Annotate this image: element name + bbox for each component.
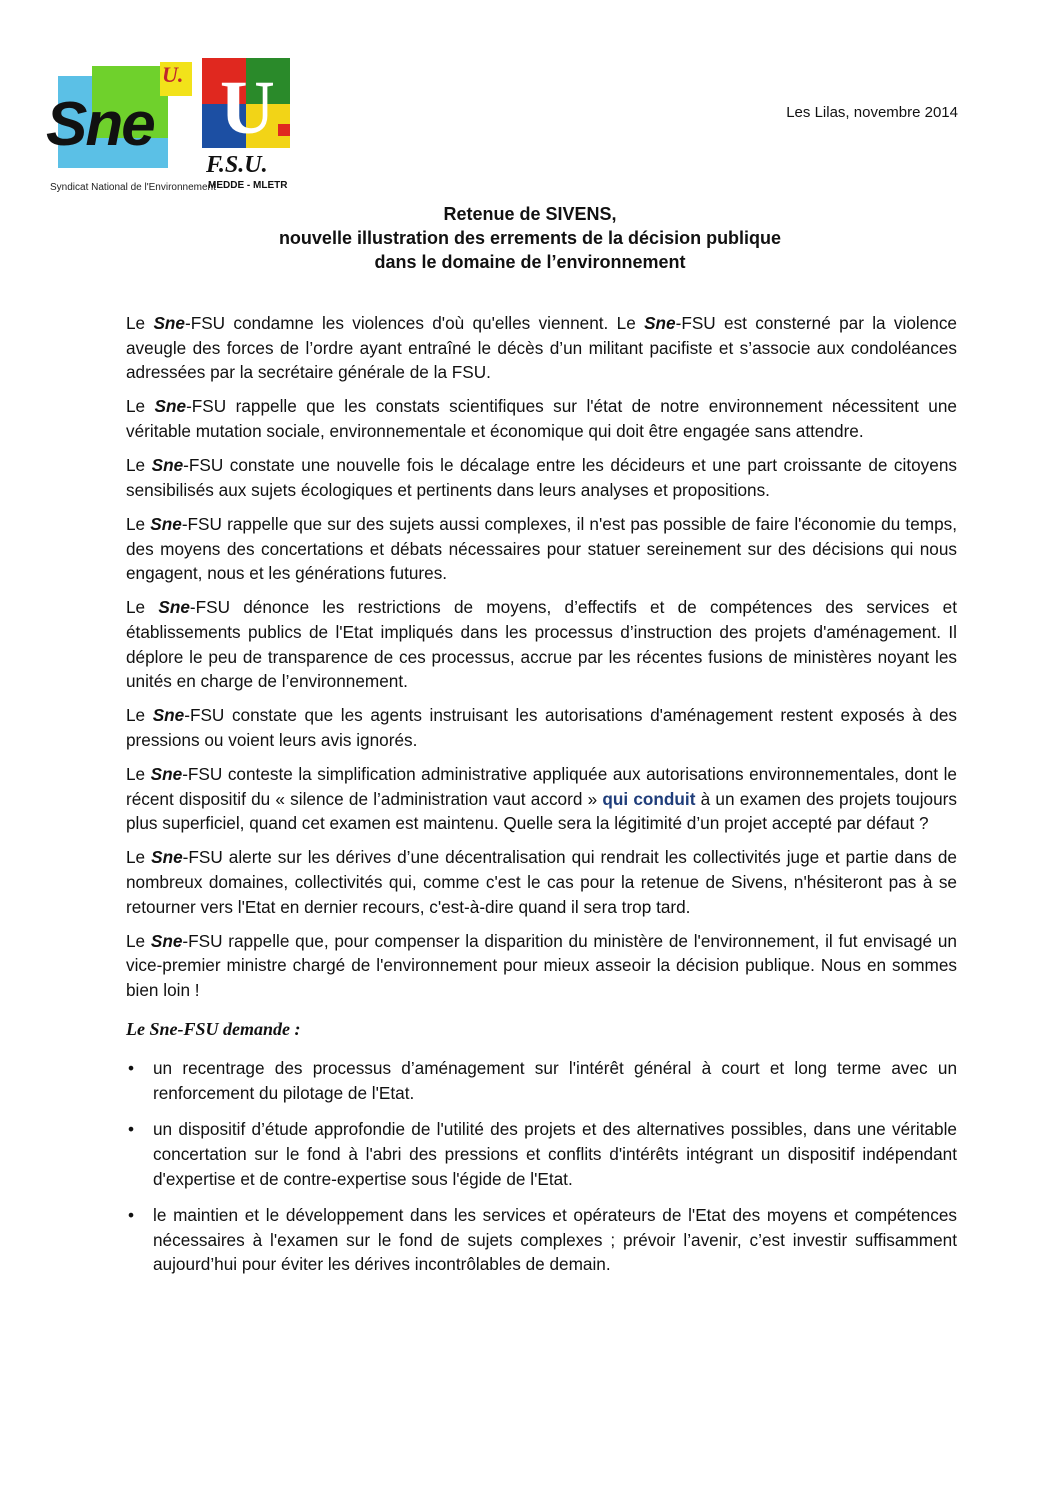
sne-logo — [40, 58, 216, 193]
brand-name: Sne — [150, 764, 183, 785]
paragraph-1: Le Sne-FSU condamne les violences d'où qu'elles viennent. Le Sne-FSU est consterné par la violence aveugle des forces de l’ordre ayant entraîné le décès d’un militant pacifiste et s’associe aux condoléances adressées par la secrétaire générale de la FSU. — [126, 313, 957, 383]
brand-name: Sne — [153, 313, 185, 333]
list-item: • un dispositif d’étude approfondie de l'utilité des projets et des alternatives possibles, dans une véritable concertation sur le fond à l'abri des pressions et conflits d'intérêts intégrant un dispositif indépendant d'expertise et de contre-expertise sous l'égide de l'Etat. — [128, 1119, 957, 1189]
brand-name: Sne — [150, 513, 182, 534]
list-item: • un recentrage des processus d’aménagement sur l'intérêt général à court et long terme avec un renforcement du pilotage de l'Etat. — [128, 1058, 957, 1103]
highlighted-link-text[interactable]: qui conduit — [602, 788, 696, 809]
bullet-icon: • — [128, 1119, 135, 1140]
fsu-logo-letter: U — [220, 66, 275, 150]
brand-name: Sne — [154, 396, 187, 417]
brand-name: Sne — [150, 930, 183, 951]
fsu-logo-subtitle: MEDDE - MLETR — [208, 180, 288, 191]
title-line-3: dans le domaine de l’environnement — [374, 252, 686, 272]
paragraph-3: Le Sne-FSU constate une nouvelle fois le décalage entre les décideurs et une part croissante de citoyens sensibilisés aux sujets écologiques et pertinents dans leurs analyses et propositions. — [126, 455, 957, 500]
sne-logo-badge: U. — [162, 62, 184, 87]
fsu-logo — [202, 58, 294, 198]
title-line-2: nouvelle illustration des errements de la décision publique — [278, 228, 782, 248]
bullet-icon: • — [128, 1058, 135, 1079]
title-line-1: Retenue de SIVENS, — [443, 204, 617, 224]
list-item: • le maintien et le développement dans les services et opérateurs de l'Etat des moyens et compétences nécessaires à l'examen sur le fond de sujets complexes ; prévoir l’avenir, c’est investir suffisamment aujourd’hui pour éviter les dérives incontrôlables de demain. — [128, 1205, 957, 1275]
brand-name: Sne — [152, 705, 185, 726]
fsu-logo-text: F.S.U. — [206, 152, 268, 178]
paragraph-7: Le Sne-FSU conteste la simplification administrative appliquée aux autorisations environnementales, dont le récent dispositif du « silence de l’administration vaut accord » qui conduit à un examen des projets toujours plus superficiel, quand cet examen est maintenu. Quelle sera la légitimité d’un projet accepté par défaut ? — [126, 764, 957, 834]
brand-name: Sne — [151, 455, 184, 476]
sne-logo-caption: Syndicat National de l'Environnement — [50, 182, 216, 193]
paragraph-5: Le Sne-FSU dénonce les restrictions de moyens, d’effectifs et de compétences des services et établissements publics de l'Etat impliqués dans les processus d’instruction des projets d'aménagement. Il déplore le peu de transparence de ces processus, accrue par les récentes fusions de ministères noyant les unités en charge de l’environnement. — [126, 597, 957, 692]
paragraph-8: Le Sne-FSU alerte sur les dérives d’une décentralisation qui rendrait les collectivités juge et partie dans de nombreux domaines, collectivités qui, comme c'est le cas pour la retenue de Sivens, n'hésiteront pas à se retourner vers l'Etat en dernier recours, c'est-à-dire quand il sera trop tard. — [126, 847, 957, 917]
demands-list — [126, 1056, 957, 1277]
brand-name: Sne — [158, 597, 190, 618]
paragraph-2: Le Sne-FSU rappelle que les constats scientifiques sur l'état de notre environnement nécessitent une véritable mutation sociale, environnementale et économique qui doit être engagée sans attendre. — [126, 396, 957, 441]
document-body — [126, 311, 957, 1289]
document-title — [120, 202, 940, 274]
paragraph-9: Le Sne-FSU rappelle que, pour compenser la disparition du ministère de l'environnement, il fut envisagé un vice-premier ministre chargé de l'environnement pour mieux asseoir la décision publique. Nous en sommes bien loin ! — [126, 930, 957, 1000]
sne-logo-wordmark: Sne — [46, 90, 154, 159]
paragraph-6: Le Sne-FSU constate que les agents instruisant les autorisations d'aménagement restent exposés à des pressions ou voient leurs avis ignorés. — [126, 705, 957, 750]
brand-name: Sne — [151, 847, 183, 868]
paragraph-4: Le Sne-FSU rappelle que sur des sujets aussi complexes, il n'est pas possible de faire l'économie du temps, des moyens des concertations et débats nécessaires pour statuer sereinement sur des décisions qui nous engagent, nous et les générations futures. — [126, 513, 957, 584]
bullet-icon: • — [128, 1205, 135, 1226]
document-date: Les Lilas, novembre 2014 — [786, 104, 958, 121]
fsu-logo-dot — [278, 124, 290, 136]
brand-name: Sne — [644, 313, 676, 333]
demands-heading: Le Sne-FSU demande : — [126, 1018, 301, 1039]
organization-logo — [40, 58, 300, 198]
